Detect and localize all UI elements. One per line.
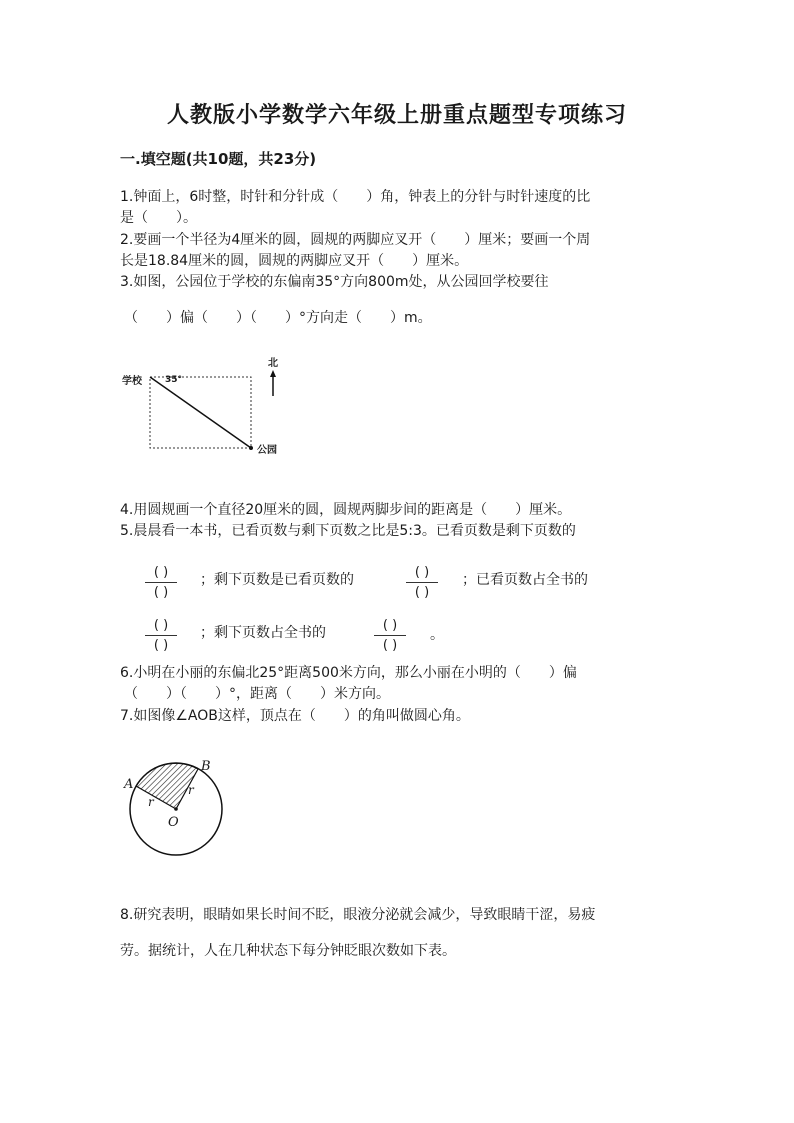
point-b-label: B [201,759,211,774]
north-arrow-head [270,370,276,377]
q8-line1: 8.研究表明，眼睛如果长时间不眨，眼液分泌就会减少，导致眼睛干涩，易疲 [120,907,596,923]
park-point [249,446,253,450]
q2-line2: 长是18.84厘米的圆，圆规的两脚应叉开（ ）厘米。 [120,253,469,269]
park-label: 公园 [257,445,277,456]
fraction-numerator: ( ) [382,618,398,633]
center-point [174,807,178,811]
point-a-label: A [124,777,134,792]
q1-line2: 是（ ）。 [120,210,197,226]
q7-line: 7.如图像∠AOB这样，顶点在（ ）的角叫做圆心角。 [120,708,470,724]
fraction-bar [145,582,177,583]
fraction-denominator: ( ) [153,638,169,653]
point-o-label: O [168,815,179,830]
q5-text-1: ；剩下页数是已看页数的 [200,572,354,588]
fraction-blank-1 [141,564,181,601]
school-park-line [150,377,251,448]
fraction-numerator: ( ) [153,618,169,633]
q3-line2: （ ）偏（ ）（ ）°方向走（ ）m。 [124,310,432,326]
q6-line1: 6.小明在小丽的东偏北25°距离500米方向，那么小丽在小明的（ ）偏 [120,665,577,681]
fraction-bar [406,582,438,583]
fraction-numerator: ( ) [153,565,169,580]
angle-label: 35° [165,375,183,385]
radius-label-right: r [188,783,194,797]
fraction-denominator: ( ) [414,585,430,600]
q5-text-4: 。 [430,627,444,643]
page-title: 人教版小学数学六年级上册重点题型专项练习 [166,102,627,128]
fraction-denominator: ( ) [382,638,398,653]
fraction-bar [374,635,406,636]
central-angle-diagram [118,755,228,865]
fraction-denominator: ( ) [153,585,169,600]
section-heading: 一.填空题(共10题，共23分) [120,150,317,168]
q5-line: 5.晨晨看一本书，已看页数与剩下页数之比是5:3。已看页数是剩下页数的 [120,523,576,539]
q5-text-2: ；已看页数占全书的 [462,572,588,588]
central-angle-figure [118,755,228,865]
direction-figure [118,360,288,460]
q5-text-3: ；剩下页数占全书的 [200,625,326,641]
q8-line2: 劳。据统计，人在几种状态下每分钟眨眼次数如下表。 [120,943,456,959]
fraction-bar [145,635,177,636]
q6-line2: （ ）（ ）°，距离（ ）米方向。 [124,686,390,702]
q3-line1: 3.如图，公园位于学校的东偏南35°方向800m处，从公园回学校要往 [120,274,549,290]
radius-label-left: r [148,795,154,809]
fraction-numerator: ( ) [414,565,430,580]
fraction-blank-4 [370,617,410,654]
school-label: 学校 [122,376,142,387]
q1-line1: 1.钟面上，6时整，时针和分针成（ ）角，钟表上的分针与时针速度的比 [120,189,591,205]
q4-line: 4.用圆规画一个直径20厘米的圆，圆规两脚步间的距离是（ ）厘米。 [120,502,572,518]
fraction-blank-2 [402,564,442,601]
north-label: 北 [268,358,278,369]
fraction-blank-3 [141,617,181,654]
q2-line1: 2.要画一个半径为4厘米的圆，圆规的两脚应叉开（ ）厘米；要画一个周 [120,232,591,248]
